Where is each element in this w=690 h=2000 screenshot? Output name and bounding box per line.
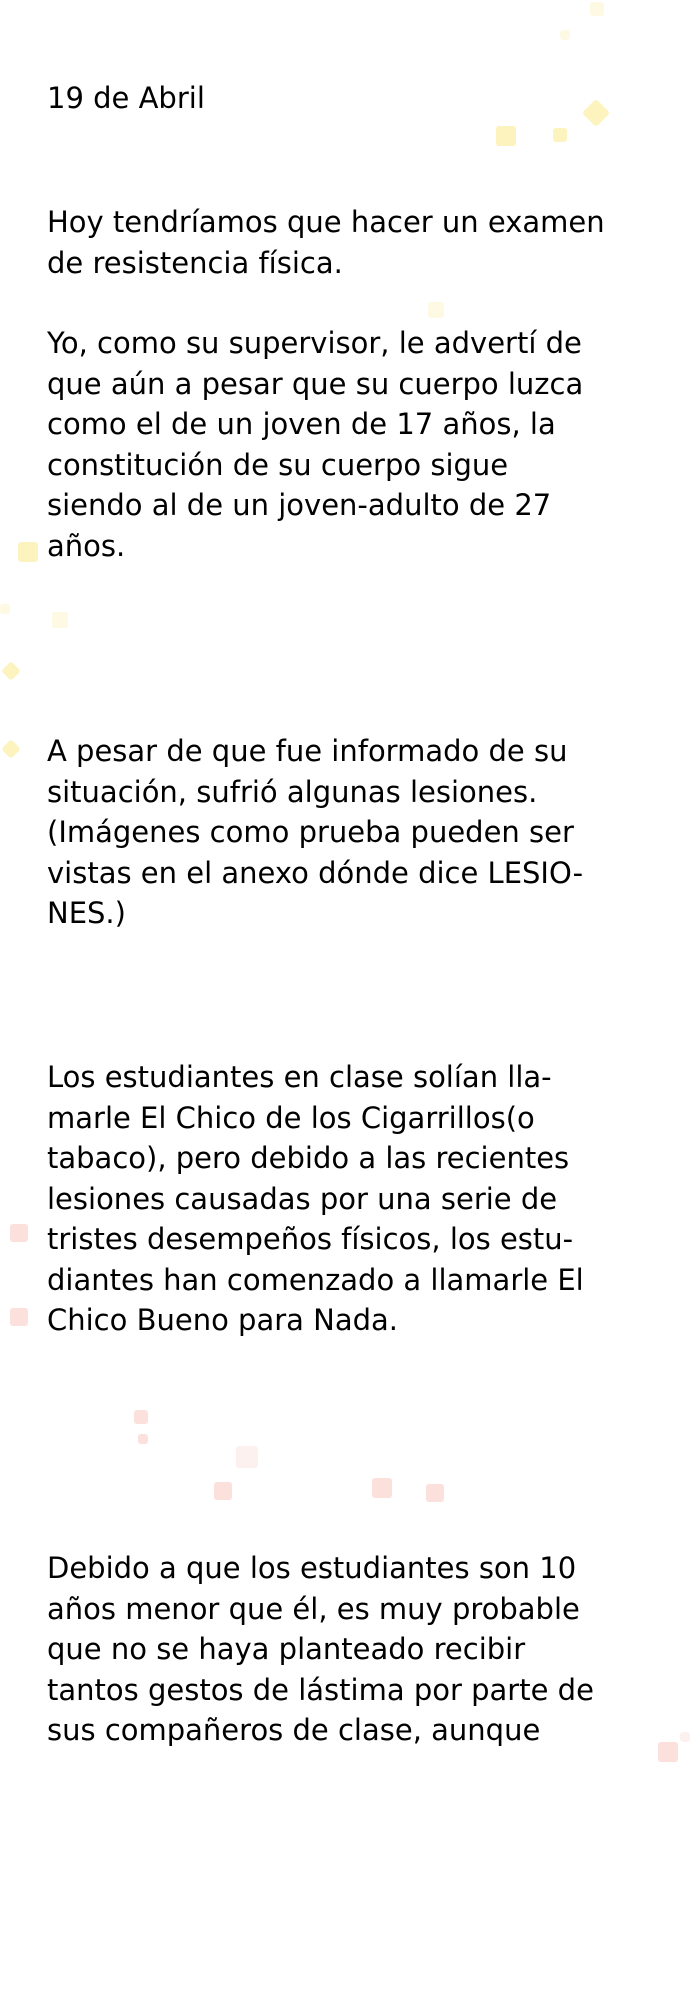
confetti-dot bbox=[236, 1446, 258, 1468]
diary-paragraph: Debido a que los estudiantes son 10 años menor que él, es muy probable que no se haya planteado recibir tantos gestos de lástima por parte de sus compañeros de clase, aunque bbox=[47, 1551, 594, 1747]
diary-paragraph: Yo, como su supervisor, le advertí de que aún a pesar que su cuerpo luzca como el de un joven de 17 años, la constitución de su cuerpo sigue siendo al de un joven-adulto de 27 años. bbox=[47, 326, 584, 563]
confetti-dot bbox=[10, 1224, 28, 1242]
confetti-dot bbox=[134, 1410, 148, 1424]
confetti-dot bbox=[590, 2, 604, 16]
confetti-dot bbox=[426, 1484, 444, 1502]
confetti-dot bbox=[496, 126, 516, 146]
confetti-dot bbox=[10, 1308, 28, 1326]
confetti-dot bbox=[553, 128, 567, 142]
diary-date: 19 de Abril bbox=[47, 81, 205, 115]
confetti-dot bbox=[214, 1482, 232, 1500]
diary-paragraph: Hoy tendríamos que hacer un examen de resistencia física. bbox=[47, 205, 605, 280]
confetti-dot bbox=[18, 542, 38, 562]
diary-paragraph: Los estudiantes en clase solían lla- marle El Chico de los Cigarrillos(o tabaco), pero debido a las recientes lesiones causadas por una serie de tristes desempeños físicos, los estu- diantes han comenzado a llamarle El Chico Bueno para Nada. bbox=[47, 1060, 584, 1337]
confetti-dot bbox=[1, 661, 21, 681]
confetti-dot bbox=[658, 1742, 678, 1762]
confetti-dot bbox=[680, 1732, 690, 1742]
confetti-dot bbox=[52, 612, 68, 628]
confetti-dot bbox=[428, 302, 444, 318]
diary-paragraph: A pesar de que fue informado de su situación, sufrió algunas lesiones. (Imágenes como prueba pueden ser vistas en el anexo dónde dice LESIO- NES.) bbox=[47, 734, 584, 930]
confetti-dot bbox=[560, 30, 570, 40]
confetti-dot bbox=[0, 604, 10, 614]
confetti-dot bbox=[1, 739, 21, 759]
confetti-dot bbox=[372, 1478, 392, 1498]
confetti-dot bbox=[138, 1434, 148, 1444]
